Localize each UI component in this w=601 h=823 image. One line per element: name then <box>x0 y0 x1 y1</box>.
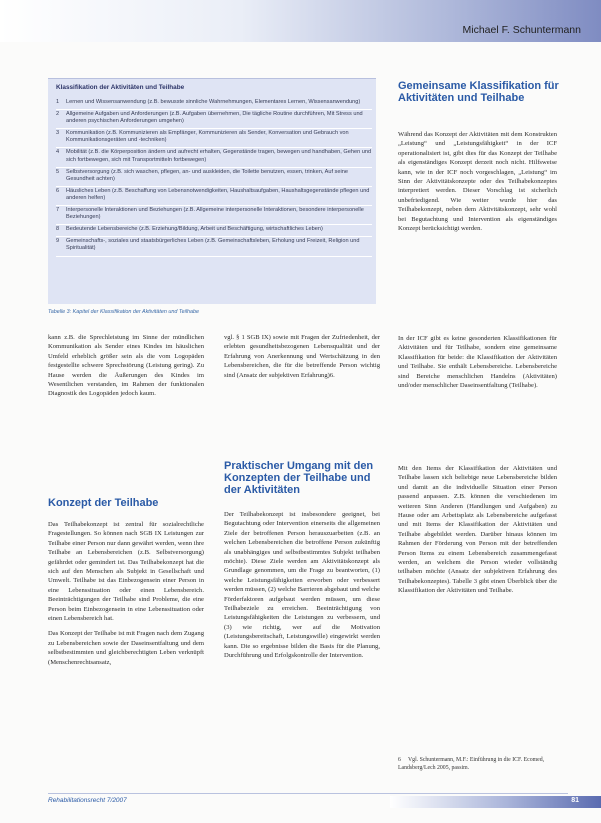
item-text: Lernen und Wissensanwendung (z.B. bewusste sinnliche Wahrnehmungen, Elementares Lernen, Wissensanwendung) <box>66 99 361 105</box>
item-number: 4 <box>56 149 60 156</box>
item-number: 9 <box>56 238 60 245</box>
paragraph: Während das Konzept der Aktivitäten mit dem Konstrukten „Leistung“ und „Leistungsfähigkeit“ in der ICF operationalisiert ist, gibt dies für das Konzept der Teilhabe als eigenständiges Konzept derzeit noch nicht. Hilfsweise kann, wie in der ICF noch vorgeschlagen, „Leistung“ im Sinn der Aktivitätskonzepte oder des Teilhabekonzeptes interpretiert werden. Dieser Vorschlag ist sicherlich unbefriedigend. Wie weiter wurde hier das Teilhabekonzept, neben dem Aktivitätskonzept, sehr wohl bei Begutachtung und Intervention als eigenständiges Konzept berücksichtigt werden. <box>398 131 557 233</box>
item-number: 3 <box>56 130 60 137</box>
column-3-middle <box>398 334 557 396</box>
footer-bar <box>390 796 601 808</box>
column-1-top <box>48 333 204 405</box>
item-number: 8 <box>56 226 60 233</box>
paragraph: In der ICF gibt es keine gesonderten Klassifikationen für Aktivitäten und für Teilhabe, sondern eine gemeinsame Klassifikation für beide: die Klassifikation der Aktivitäten und Teilhabe. Sie enthält Lebensbereiche. Lebensbereiche sind Bereiche menschlichen Handelns (Aktivitäten) und/oder menschlicher Daseinsentfaltung (Teilhabe). <box>398 335 557 390</box>
classification-box-title: Klassifikation der Aktivitäten und Teilhabe <box>56 84 185 91</box>
item-text: Gemeinschafts-, soziales und staatsbürgerliches Leben (z.B. Gemeinschaftsleben, Erholung und Freizeit, Religion und Spiritualität) <box>66 238 360 252</box>
paragraph: Das Teilhabekonzept ist zentral für sozialrechtliche Fragestellungen. So können nach SGB IX Leistungen zur Teilhabe einer Person nur dann gewährt werden, wenn ihre Teilhabe an Lebensbereichen (z.B. Selbstversorgung) gefährdet oder gemindert ist. Das Teilhabekonzept hat die sich auf den Menschen als Subjekt in Gesellschaft und Umwelt. Teilhabe ist das Einbezogensein einer Person in eine Lebenssituation oder einen Lebensbereich. Beeinträchtigungen der Teilhabe sind Probleme, die eine Person beim Einbezogensein in eine Lebenssituation oder einen Lebensbereich hat. <box>48 521 204 623</box>
item-text: Kommunikation (z.B. Kommunizieren als Empfänger, Kommunizieren als Sender, Konversation und Gebrauch von Kommunikationsgeräten und -techniken) <box>66 130 349 144</box>
list-item <box>56 110 372 129</box>
item-text: Mobilität (z.B. die Körperposition ändern und aufrecht erhalten, Gegenstände tragen, bewegen und handhaben, Gehen und sich fortbewegen, sich mit Transportmitteln fortbewegen) <box>66 149 372 163</box>
item-number: 7 <box>56 207 60 214</box>
paragraph: kann z.B. die Sprechleistung im Sinne der mündlichen Kommunikation als Sender eines Kindes im häuslichen Umfeld erheblich größer sein als die vom Logopäden festgestellte schwere Sprechstörung (Leistung gering). Zu Hause werden die Äußerungen des Kindes im Wesentlichen verstanden, im Rahmen der funktionalen Diagnostik des Logopäden jedoch kaum. <box>48 334 204 398</box>
list-item <box>56 206 372 225</box>
paragraph: vgl. § 1 SGB IX) sowie mit Fragen der Zufriedenheit, der erlebten gesundheitsbezogenen Lebensqualität und der Erfahrung von Anerkennung und Wertschätzung in den Lebensbereichen, die für die betreffende Person wichtig sind (Ansatz der subjektiven Erfahrung)6. <box>224 334 380 379</box>
paragraph: Der Teilhabekonzept ist insbesondere geeignet, bei Begutachtung oder Intervention einerseits die allgemeinen Ziele der betroffenen Person herauszuarbeiten (z.B. an welchen Lebensbereichen die betroffene Person zukünftig als unabhängiges und selbstbestimmtes Subjekt teilhaben möchte). Diese Ziele werden am Aktivitätskonzept als Grundlage genommen, um die Frage zu beantworten, (1) welche Leistungsfähigkeiten erworben oder verbessert werden müssen, (2) welche Barrieren abgebaut und welche Förderfaktoren aufgebaut werden müssen, um diese Teilhabeziele zu erreichen. Beeinträchtigung von Leistungsfähigkeiten die Leistungen zu verbessern, und (3) wie richtig, wer auf die Motivation (Leistungsbereitschaft, Leistungswille) eingewirkt werden kann. Die so ergebnisse bilden die Basis für die Planung, Durchführung und Erfolgskontrolle der Intervention. <box>224 511 380 660</box>
column-1-bottom <box>48 520 204 673</box>
footer-journal: Rehabilitationsrecht 7/2007 <box>48 797 127 804</box>
footnote-number: 6 <box>398 757 401 763</box>
footnote <box>398 756 558 772</box>
paragraph: Das Konzept der Teilhabe ist mit Fragen nach dem Zugang zu Lebensbereichen sowie der Daseinsentfaltung und dem selbstbestimmten und gleichberechtigten Leben verknüpft (Menschenrechtsansatz, <box>48 630 204 666</box>
list-item <box>56 187 372 206</box>
column-3-bottom <box>398 464 557 602</box>
column-2-bottom <box>224 510 380 667</box>
section-heading-teilhabe: Konzept der Teilhabe <box>48 497 159 509</box>
item-number: 6 <box>56 187 60 194</box>
item-number: 2 <box>56 111 60 118</box>
page-number: 81 <box>571 797 579 804</box>
classification-list <box>56 98 372 257</box>
section-heading-praktischer-umgang: Praktischer Umgang mit den Konzepten der Teilhabe und der Aktivitäten <box>224 460 374 496</box>
header-author: Michael F. Schuntermann <box>462 24 581 36</box>
list-item <box>56 129 372 148</box>
list-item <box>56 168 372 187</box>
footnote-text: Vgl. Schuntermann, M.F.: Einführung in die ICF. Ecomed, Landsberg/Lech 2005, passim. <box>398 757 545 771</box>
column-2-top <box>224 333 380 386</box>
item-text: Selbstversorgung (z.B. sich waschen, pflegen, an- und auskleiden, die Toilette benutzen, essen, trinken, Auf seine Gesundheit achten) <box>66 168 348 182</box>
section-heading-gemeinsame-klassifikation: Gemeinsame Klassifikation für Aktivitäten und Teilhabe <box>398 80 559 104</box>
item-text: Allgemeine Aufgaben und Anforderungen (z.B. Aufgaben übernehmen, Die tägliche Routine durchführen, Mit Stress und anderen psychischen Anforderungen umgehen) <box>66 111 363 125</box>
list-item <box>56 148 372 167</box>
item-number: 1 <box>56 99 60 105</box>
item-text: Interpersonelle Interaktionen und Beziehungen (z.B. Allgemeine interpersonelle Interaktionen, besondere interpersonelle Beziehungen) <box>66 207 364 221</box>
footer-divider <box>48 793 568 794</box>
item-text: Häusliches Leben (z.B. Beschaffung von Lebensnotwendigkeiten, Haushaltsaufgaben, Haushaltsgegenstände pflegen und anderen helfen) <box>66 187 370 201</box>
list-item <box>56 225 372 237</box>
table-caption: Tabelle 3: Kapitel der Klassifikation der Aktivitäten und Teilhabe <box>48 309 200 315</box>
item-text: Bedeutende Lebensbereiche (z.B. Erziehung/Bildung, Arbeit und Beschäftigung, wirtschaftliches Leben) <box>66 226 323 233</box>
paragraph: Mit den Items der Klassifikation der Aktivitäten und Teilhabe lassen sich beliebige neue Lebensbereiche bilden und damit an die individuelle Situation einer Person passend anpassen. Z.B. können die verschiedenen im weiteren Sinn Anderen (Handlungen und Aufgaben) zu Hause oder am Arbeitsplatz als Lebensbereiche aufgefasst und mit Items der Klassifikation der Aktivitäten und Teilhabe abgebildet werden. Darüber hinaus können im Rahmen der Förderung von Person mit der betreffenden Person Items zu einem Lebensbereich zusammengefasst werden, an welchem die Person wieder vollständig teilhaben möchte (Ansatz der subjektiven Erfahrung des Teilhabekonzeptes). Tabelle 3 gibt einen Überblick über die Klassifikation der Aktivitäten und Teilhabe. <box>398 465 557 595</box>
list-item <box>56 237 372 256</box>
list-item <box>56 98 372 110</box>
column-3-top <box>398 130 557 239</box>
item-number: 5 <box>56 168 60 175</box>
